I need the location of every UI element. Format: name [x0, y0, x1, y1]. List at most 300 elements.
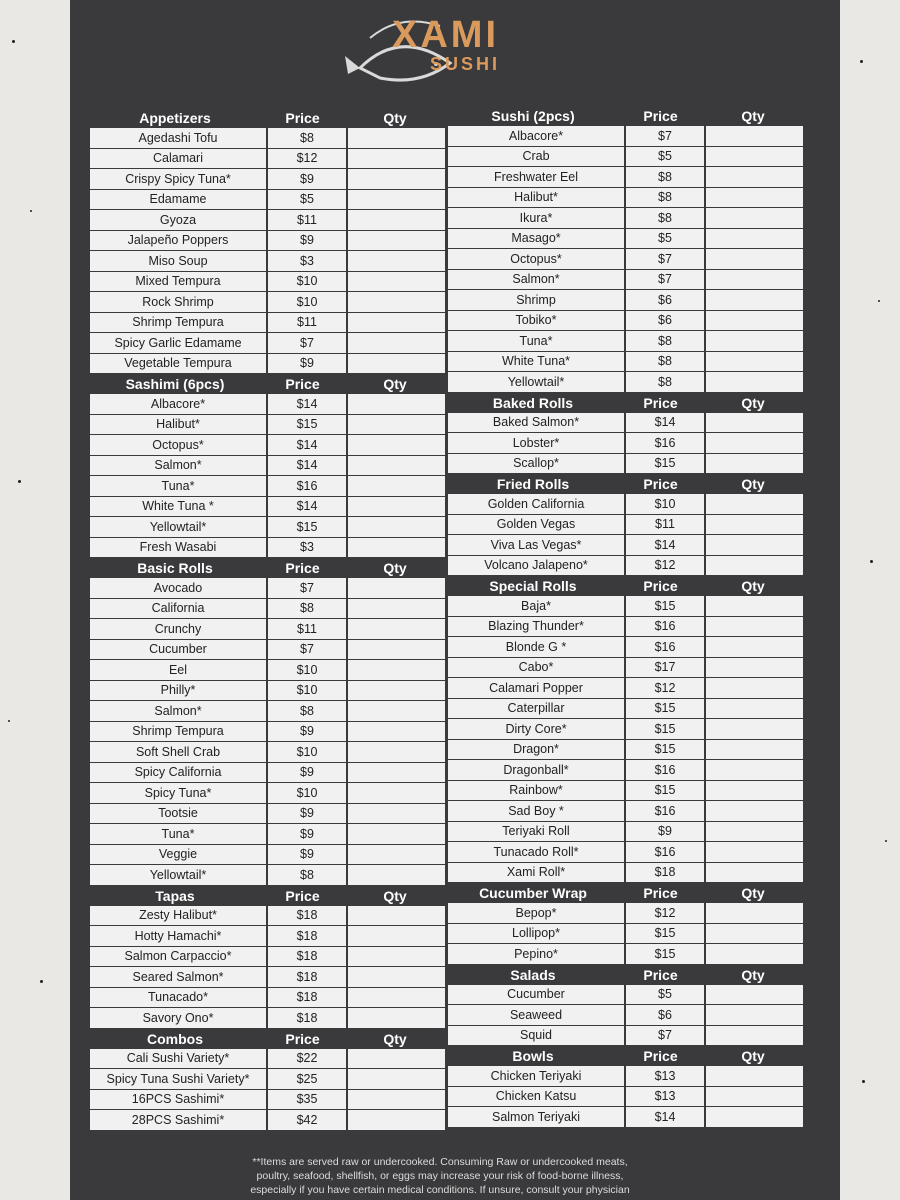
menu-item-row — [448, 535, 803, 555]
section-title: Baked Rolls — [492, 394, 574, 411]
qty-box[interactable] — [348, 435, 445, 455]
price-column-header: Price — [285, 560, 320, 576]
qty-box[interactable] — [348, 640, 445, 660]
item-price: $8 — [626, 352, 706, 372]
qty-box[interactable] — [706, 924, 803, 944]
item-name: Freshwater Eel — [448, 167, 626, 187]
item-name: Salmon* — [448, 270, 626, 290]
item-price: $9 — [268, 804, 348, 824]
qty-column-header: Qty — [741, 476, 765, 492]
qty-column-header: Qty — [383, 887, 407, 904]
menu-item-row — [448, 596, 803, 616]
qty-box[interactable] — [348, 1069, 445, 1089]
item-name: Crab — [448, 147, 626, 167]
item-name: Volcano Jalapeno* — [448, 556, 626, 576]
menu-item-row — [90, 210, 445, 230]
item-price: $8 — [268, 701, 348, 721]
qty-box[interactable] — [706, 719, 803, 739]
item-price: $10 — [268, 783, 348, 803]
item-name: Edamame — [90, 190, 268, 210]
item-price: $10 — [268, 272, 348, 292]
item-name: Tuna* — [448, 331, 626, 351]
item-name: Shrimp — [448, 290, 626, 310]
menu-item-row — [90, 456, 445, 476]
qty-box[interactable] — [706, 699, 803, 719]
qty-box[interactable] — [348, 742, 445, 762]
section-title: Cucumber Wrap — [479, 885, 587, 901]
item-name: Yellowtail* — [90, 517, 268, 537]
item-price: $10 — [626, 494, 706, 514]
item-price: $8 — [268, 599, 348, 619]
qty-box[interactable] — [706, 1005, 803, 1025]
menu-item-row — [90, 272, 445, 292]
item-price: $15 — [626, 454, 706, 474]
qty-column-header: Qty — [741, 108, 765, 124]
item-name: White Tuna * — [90, 497, 268, 517]
menu-item-row — [448, 167, 803, 187]
menu-section — [448, 576, 803, 882]
item-price: $9 — [268, 824, 348, 844]
qty-box[interactable] — [348, 517, 445, 537]
item-price: $13 — [626, 1066, 706, 1086]
item-price: $18 — [268, 967, 348, 987]
qty-box[interactable] — [706, 167, 803, 187]
item-price: $11 — [268, 210, 348, 230]
qty-box[interactable] — [706, 596, 803, 616]
qty-box[interactable] — [706, 1066, 803, 1086]
item-name: Vegetable Tempura — [90, 354, 268, 374]
item-name: Golden California — [448, 494, 626, 514]
item-price: $9 — [268, 231, 348, 251]
item-name: Scallop* — [448, 454, 626, 474]
qty-box[interactable] — [706, 985, 803, 1005]
item-price: $8 — [626, 372, 706, 392]
menu-section — [90, 108, 445, 373]
qty-box[interactable] — [348, 1090, 445, 1110]
menu-item-row — [90, 1049, 445, 1069]
item-price: $11 — [268, 313, 348, 333]
item-price: $5 — [268, 190, 348, 210]
item-name: Calamari Popper — [448, 678, 626, 698]
item-name: Spicy California — [90, 763, 268, 783]
item-price: $14 — [626, 413, 706, 433]
qty-box[interactable] — [706, 678, 803, 698]
qty-box[interactable] — [706, 556, 803, 576]
menu-item-row — [448, 944, 803, 964]
qty-box[interactable] — [706, 1087, 803, 1107]
qty-box[interactable] — [706, 842, 803, 862]
qty-box[interactable] — [706, 249, 803, 269]
item-price: $7 — [626, 1026, 706, 1046]
section-title: Sushi (2pcs) — [491, 108, 575, 124]
qty-box[interactable] — [706, 352, 803, 372]
qty-box[interactable] — [706, 372, 803, 392]
item-name: Halibut* — [90, 415, 268, 435]
menu-section — [448, 106, 803, 392]
qty-box[interactable] — [348, 354, 445, 374]
menu-item-row — [90, 742, 445, 762]
qty-box[interactable] — [348, 722, 445, 742]
menu-item-row — [90, 128, 445, 148]
item-name: Lobster* — [448, 433, 626, 453]
price-column-header: Price — [643, 885, 678, 901]
menu-item-row — [90, 251, 445, 271]
qty-box[interactable] — [706, 413, 803, 433]
qty-column-header: Qty — [383, 560, 407, 576]
menu-item-row — [448, 842, 803, 862]
qty-box[interactable] — [348, 824, 445, 844]
qty-box[interactable] — [706, 781, 803, 801]
qty-box[interactable] — [348, 599, 445, 619]
menu-item-row — [448, 1026, 803, 1046]
qty-box[interactable] — [348, 763, 445, 783]
logo-subtitle: SUSHI — [430, 54, 501, 74]
menu-item-row — [90, 824, 445, 844]
qty-box[interactable] — [706, 290, 803, 310]
qty-box[interactable] — [348, 619, 445, 639]
item-price: $15 — [268, 415, 348, 435]
qty-box[interactable] — [348, 967, 445, 987]
item-name: Shrimp Tempura — [90, 722, 268, 742]
item-name: Cabo* — [448, 658, 626, 678]
menu-item-row — [448, 699, 803, 719]
menu-section — [448, 965, 803, 1046]
qty-column-header: Qty — [383, 110, 407, 126]
menu-item-row — [90, 476, 445, 496]
qty-box[interactable] — [348, 988, 445, 1008]
menu-section — [448, 883, 803, 964]
qty-box[interactable] — [348, 456, 445, 476]
qty-box[interactable] — [706, 535, 803, 555]
item-name: California — [90, 599, 268, 619]
menu-item-row — [90, 333, 445, 353]
item-name: Shrimp Tempura — [90, 313, 268, 333]
item-price: $6 — [626, 311, 706, 331]
qty-box[interactable] — [706, 188, 803, 208]
qty-box[interactable] — [706, 1107, 803, 1127]
qty-column-header: Qty — [741, 1048, 765, 1064]
item-name: Xami Roll* — [448, 863, 626, 883]
item-price: $14 — [268, 456, 348, 476]
qty-box[interactable] — [706, 637, 803, 657]
section-header — [90, 1029, 445, 1049]
item-price: $9 — [268, 169, 348, 189]
menu-item-row — [90, 865, 445, 885]
menu-item-row — [90, 926, 445, 946]
qty-box[interactable] — [706, 658, 803, 678]
menu-item-row — [448, 903, 803, 923]
qty-column-header: Qty — [741, 394, 765, 411]
menu-item-row — [448, 290, 803, 310]
qty-box[interactable] — [706, 433, 803, 453]
item-name: Fresh Wasabi — [90, 538, 268, 558]
item-name: Jalapeño Poppers — [90, 231, 268, 251]
menu-item-row — [90, 660, 445, 680]
item-price: $15 — [626, 944, 706, 964]
item-price: $18 — [268, 926, 348, 946]
section-header — [90, 886, 445, 906]
menu-item-row — [90, 190, 445, 210]
logo-wordmark: XAMI — [392, 14, 499, 56]
qty-box[interactable] — [348, 578, 445, 598]
qty-box[interactable] — [706, 760, 803, 780]
qty-box[interactable] — [348, 415, 445, 435]
section-title: Sashimi (6pcs) — [125, 376, 225, 392]
qty-box[interactable] — [706, 740, 803, 760]
price-column-header: Price — [643, 108, 678, 124]
menu-item-row — [448, 678, 803, 698]
qty-box[interactable] — [706, 617, 803, 637]
qty-box[interactable] — [348, 149, 445, 169]
qty-box[interactable] — [348, 538, 445, 558]
item-name: Soft Shell Crab — [90, 742, 268, 762]
qty-box[interactable] — [706, 863, 803, 883]
item-price: $16 — [626, 842, 706, 862]
item-name: Spicy Tuna Sushi Variety* — [90, 1069, 268, 1089]
item-name: Savory Ono* — [90, 1008, 268, 1028]
menu-item-row — [90, 640, 445, 660]
qty-box[interactable] — [348, 926, 445, 946]
item-name: Teriyaki Roll — [448, 822, 626, 842]
menu-section — [90, 886, 445, 1028]
item-name: Salmon* — [90, 701, 268, 721]
allergy-disclaimer — [90, 1155, 790, 1197]
section-header — [448, 393, 803, 413]
menu-section — [448, 474, 803, 575]
item-name: Baked Salmon* — [448, 413, 626, 433]
left-menu-column — [90, 108, 445, 1131]
item-price: $18 — [626, 863, 706, 883]
item-name: Yellowtail* — [448, 372, 626, 392]
qty-box[interactable] — [348, 251, 445, 271]
item-price: $13 — [626, 1087, 706, 1107]
item-price: $6 — [626, 1005, 706, 1025]
item-price: $10 — [268, 660, 348, 680]
menu-item-row — [90, 783, 445, 803]
item-price: $9 — [268, 354, 348, 374]
menu-item-row — [90, 517, 445, 537]
qty-box[interactable] — [348, 272, 445, 292]
item-name: Blonde G * — [448, 637, 626, 657]
item-price: $16 — [626, 760, 706, 780]
item-name: Ikura* — [448, 208, 626, 228]
qty-box[interactable] — [348, 333, 445, 353]
menu-item-row — [448, 801, 803, 821]
qty-box[interactable] — [706, 208, 803, 228]
section-title: Bowls — [512, 1048, 554, 1064]
menu-item-row — [448, 270, 803, 290]
section-title: Salads — [510, 966, 556, 983]
item-name: Calamari — [90, 149, 268, 169]
menu-item-row — [448, 740, 803, 760]
item-price: $7 — [268, 333, 348, 353]
item-name: Yellowtail* — [90, 865, 268, 885]
price-column-header: Price — [643, 476, 678, 492]
qty-box[interactable] — [348, 190, 445, 210]
section-title: Special Rolls — [489, 578, 577, 594]
item-name: Lollipop* — [448, 924, 626, 944]
item-price: $12 — [268, 149, 348, 169]
qty-box[interactable] — [348, 701, 445, 721]
menu-item-row — [90, 578, 445, 598]
xami-sushi-logo — [340, 8, 550, 94]
qty-box[interactable] — [348, 1008, 445, 1028]
qty-box[interactable] — [348, 169, 445, 189]
menu-item-row — [90, 722, 445, 742]
qty-box[interactable] — [348, 1110, 445, 1130]
section-title: Appetizers — [139, 110, 211, 126]
menu-item-row — [90, 149, 445, 169]
item-name: Spicy Garlic Edamame — [90, 333, 268, 353]
qty-box[interactable] — [706, 331, 803, 351]
menu-item-row — [90, 1110, 445, 1130]
qty-box[interactable] — [348, 210, 445, 230]
qty-box[interactable] — [348, 231, 445, 251]
menu-item-row — [448, 1107, 803, 1127]
item-name: Viva Las Vegas* — [448, 535, 626, 555]
qty-box[interactable] — [348, 292, 445, 312]
qty-box[interactable] — [348, 476, 445, 496]
item-price: $7 — [626, 126, 706, 146]
menu-item-row — [448, 454, 803, 474]
item-price: $8 — [626, 208, 706, 228]
item-name: Tuna* — [90, 476, 268, 496]
item-price: $16 — [626, 433, 706, 453]
menu-item-row — [90, 435, 445, 455]
item-name: Salmon* — [90, 456, 268, 476]
item-name: Philly* — [90, 681, 268, 701]
item-name: Dragonball* — [448, 760, 626, 780]
qty-box[interactable] — [706, 147, 803, 167]
item-price: $9 — [268, 763, 348, 783]
section-header — [448, 106, 803, 126]
item-price: $9 — [268, 845, 348, 865]
qty-box[interactable] — [706, 494, 803, 514]
qty-column-header: Qty — [383, 376, 407, 392]
menu-item-row — [90, 599, 445, 619]
item-price: $11 — [626, 515, 706, 535]
item-price: $11 — [268, 619, 348, 639]
qty-box[interactable] — [706, 229, 803, 249]
qty-box[interactable] — [348, 313, 445, 333]
price-column-header: Price — [285, 1030, 320, 1047]
qty-box[interactable] — [348, 128, 445, 148]
qty-box[interactable] — [348, 906, 445, 926]
qty-box[interactable] — [348, 804, 445, 824]
menu-item-row — [90, 701, 445, 721]
item-name: Caterpillar — [448, 699, 626, 719]
item-name: Bepop* — [448, 903, 626, 923]
menu-item-row — [90, 1069, 445, 1089]
menu-item-row — [90, 967, 445, 987]
qty-box[interactable] — [706, 515, 803, 535]
qty-box[interactable] — [706, 454, 803, 474]
item-name: White Tuna* — [448, 352, 626, 372]
menu-item-row — [90, 354, 445, 374]
item-name: Squid — [448, 1026, 626, 1046]
qty-box[interactable] — [706, 944, 803, 964]
qty-box[interactable] — [348, 660, 445, 680]
qty-box[interactable] — [706, 1026, 803, 1046]
menu-item-row — [448, 637, 803, 657]
item-name: Blazing Thunder* — [448, 617, 626, 637]
qty-box[interactable] — [706, 311, 803, 331]
qty-box[interactable] — [348, 865, 445, 885]
item-price: $17 — [626, 658, 706, 678]
section-title: Tapas — [155, 887, 195, 904]
menu-item-row — [448, 985, 803, 1005]
menu-item-row — [448, 188, 803, 208]
item-price: $8 — [626, 188, 706, 208]
item-name: Dirty Core* — [448, 719, 626, 739]
menu-item-row — [448, 311, 803, 331]
item-price: $9 — [626, 822, 706, 842]
qty-box[interactable] — [348, 497, 445, 517]
item-name: Tuna* — [90, 824, 268, 844]
menu-item-row — [448, 822, 803, 842]
item-name: Seaweed — [448, 1005, 626, 1025]
qty-box[interactable] — [706, 126, 803, 146]
item-price: $3 — [268, 538, 348, 558]
qty-box[interactable] — [348, 681, 445, 701]
item-price: $15 — [626, 596, 706, 616]
item-name: Chicken Katsu — [448, 1087, 626, 1107]
item-price: $5 — [626, 985, 706, 1005]
menu-item-row — [448, 863, 803, 883]
menu-item-row — [448, 556, 803, 576]
item-name: Octopus* — [448, 249, 626, 269]
qty-box[interactable] — [348, 947, 445, 967]
disclaimer-line: poultry, seafood, shellfish, or eggs may increase your risk of food-borne illness, — [256, 1170, 624, 1182]
section-header — [448, 576, 803, 596]
item-price: $16 — [626, 617, 706, 637]
qty-box[interactable] — [348, 1049, 445, 1069]
qty-box[interactable] — [348, 845, 445, 865]
price-column-header: Price — [285, 110, 320, 126]
item-price: $8 — [626, 167, 706, 187]
item-name: Tunacado* — [90, 988, 268, 1008]
menu-item-row — [448, 372, 803, 392]
menu-item-row — [90, 394, 445, 414]
item-name: Mixed Tempura — [90, 272, 268, 292]
item-name: Cucumber — [448, 985, 626, 1005]
qty-box[interactable] — [706, 801, 803, 821]
menu-item-row — [448, 719, 803, 739]
item-name: Masago* — [448, 229, 626, 249]
item-price: $9 — [268, 722, 348, 742]
item-price: $7 — [626, 270, 706, 290]
disclaimer-line: especially if you have certain medical conditions. If unsure, consult your physician — [250, 1184, 630, 1196]
menu-item-row — [90, 804, 445, 824]
qty-box[interactable] — [706, 270, 803, 290]
menu-item-row — [448, 208, 803, 228]
menu-item-row — [90, 763, 445, 783]
item-name: Cali Sushi Variety* — [90, 1049, 268, 1069]
qty-box[interactable] — [348, 394, 445, 414]
menu-item-row — [90, 169, 445, 189]
menu-item-row — [448, 433, 803, 453]
price-column-header: Price — [643, 966, 678, 983]
qty-box[interactable] — [348, 783, 445, 803]
item-price: $18 — [268, 906, 348, 926]
menu-section — [448, 1046, 803, 1127]
menu-section — [90, 558, 445, 885]
item-name: Salmon Teriyaki — [448, 1107, 626, 1127]
menu-item-row — [90, 292, 445, 312]
qty-box[interactable] — [706, 903, 803, 923]
item-name: Tootsie — [90, 804, 268, 824]
qty-box[interactable] — [706, 822, 803, 842]
